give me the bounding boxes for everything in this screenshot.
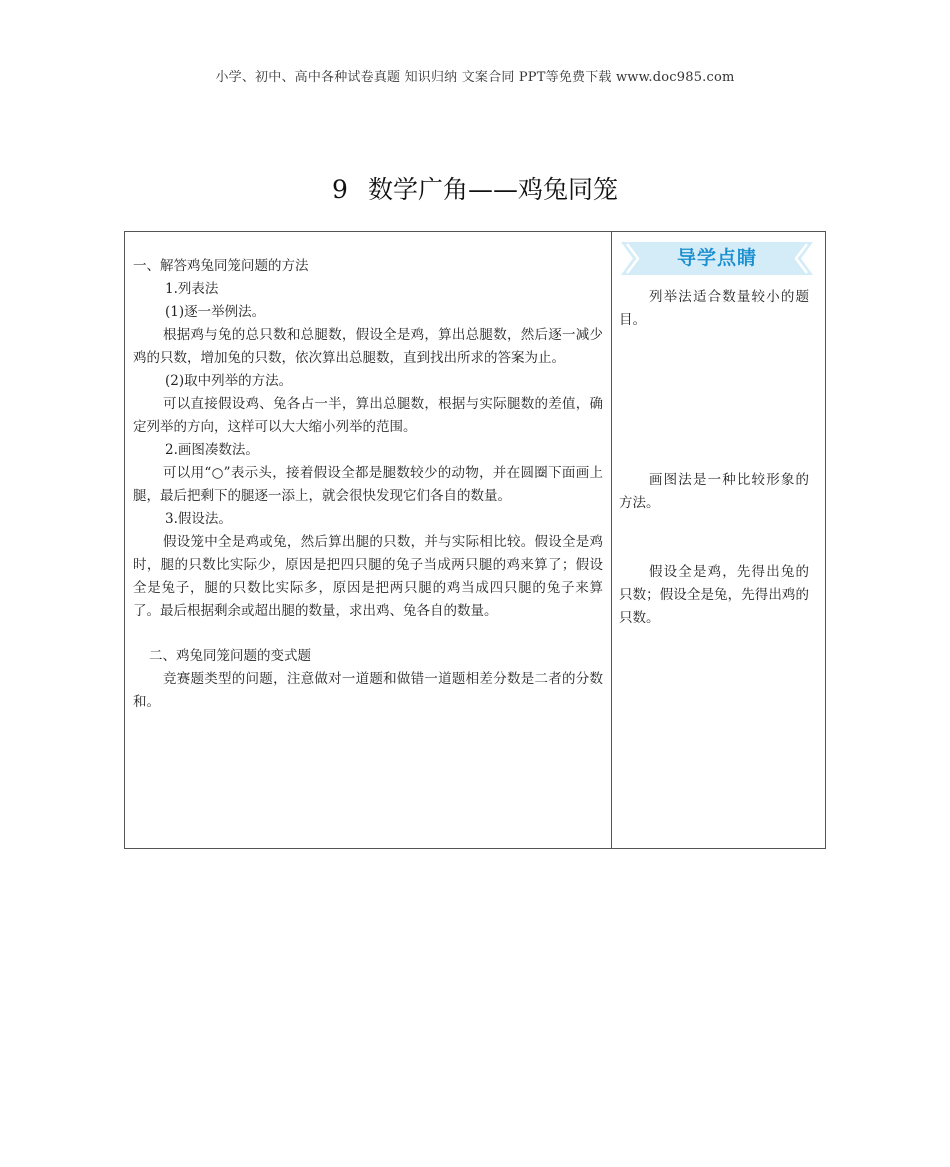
- content-table: [124, 231, 826, 849]
- method1-sub1-body: 根据鸡与兔的总只数和总腿数，假设全是鸡，算出总腿数，然后逐一减少鸡的只数，增加兔的只数，依次算出总腿数，直到找出所求的答案为止。: [133, 327, 603, 366]
- tip-drawing-method: 画图法是一种比较形象的方法。: [619, 472, 809, 511]
- tip-list-method: 列举法适合数量较小的题目。: [619, 289, 809, 328]
- page-title: [0, 170, 950, 206]
- banner-title: 导学点睛: [676, 247, 757, 269]
- chapter-number: 9: [332, 175, 348, 204]
- main-content: [133, 255, 603, 714]
- method2-title: 2.画图凑数法。: [165, 442, 259, 458]
- method3-body: 假设笼中全是鸡或兔，然后算出腿的只数，并与实际相比较。假设全是鸡时，腿的只数比实际少，原因是把四只腿的兔子当成两只腿的鸡来算了；假设全是兔子，腿的只数比实际多，原因是把两只腿的鸡当成四只腿的兔子来算了。最后根据剩余或超出腿的数量，求出鸡、兔各自的数量。: [133, 534, 603, 619]
- section2-body: 竞赛题类型的问题，注意做对一道题和做错一道题相差分数是二者的分数和。: [133, 671, 603, 710]
- sidebar-notes: [619, 242, 811, 626]
- method2-body: 可以用“○”表示头，接着假设全都是腿数较少的动物，并在圆圈下面画上腿，最后把剩下的腿逐一添上，就会很快发现它们各自的数量。: [133, 465, 603, 504]
- method1-sub2-body: 可以直接假设鸡、兔各占一半，算出总腿数，根据与实际腿数的差值，确定列举的方向，这样可以大大缩小列举的范围。: [133, 396, 603, 435]
- chapter-title: 数学广角——鸡兔同笼: [367, 175, 618, 204]
- method1-title: 1.列表法: [165, 281, 219, 297]
- method1-sub1-title: (1)逐一举例法。: [165, 304, 266, 320]
- section2-heading: 二、鸡兔同笼问题的变式题: [149, 648, 311, 664]
- method1-sub2-title: (2)取中列举的方法。: [165, 373, 293, 389]
- column-divider: [611, 232, 612, 848]
- section1-heading: 一、解答鸡兔同笼问题的方法: [133, 258, 309, 274]
- site-header: 小学、初中、高中各种试卷真题 知识归纳 文案合同 PPT等免费下载 www.doc985.com: [215, 70, 735, 85]
- tip-assumption-method: 假设全是鸡，先得出兔的只数；假设全是兔，先得出鸡的只数。: [619, 564, 809, 626]
- guide-banner: [621, 242, 813, 275]
- method3-title: 3.假设法。: [165, 511, 232, 527]
